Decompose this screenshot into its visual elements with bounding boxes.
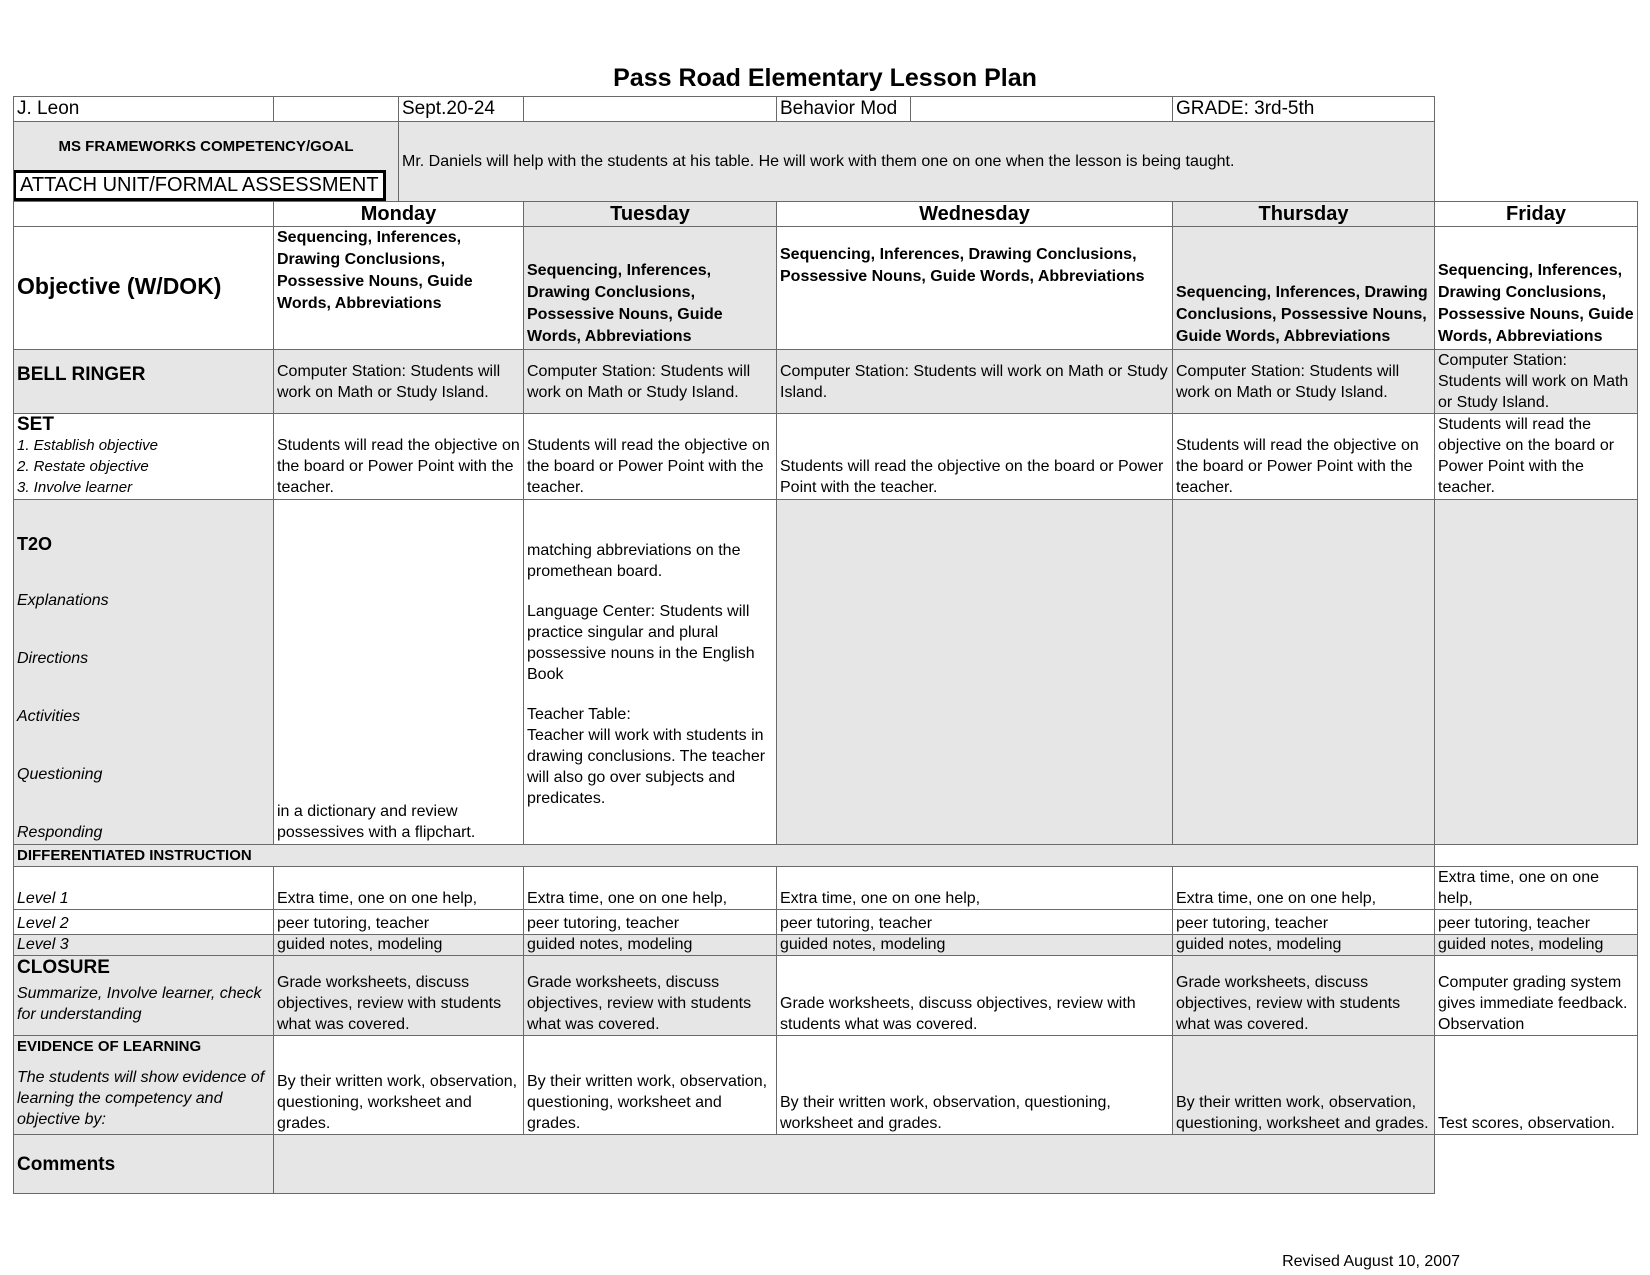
bell-ringer-wednesday: Computer Station: Students will work on Math or Study Island. [777, 350, 1173, 414]
objective-wednesday: Sequencing, Inferences, Drawing Conclusions, Possessive Nouns, Guide Words, Abbreviations [777, 227, 1173, 350]
header-blank-3 [911, 97, 1173, 122]
level-2-monday: peer tutoring, teacher [274, 910, 524, 935]
comments-label: Comments [14, 1135, 274, 1194]
level-2-tuesday: peer tutoring, teacher [524, 910, 777, 935]
comments-field [274, 1135, 1435, 1194]
closure-wednesday: Grade worksheets, discuss objectives, review with students what was covered. [777, 956, 1173, 1036]
objective-tuesday: Sequencing, Inferences, Drawing Conclusions, Possessive Nouns, Guide Words, Abbreviations [524, 227, 777, 350]
evidence-monday: By their written work, observation, questioning, worksheet and grades. [274, 1036, 524, 1135]
objective-friday: Sequencing, Inferences, Drawing Conclusions, Possessive Nouns, Guide Words, Abbreviations [1435, 227, 1638, 350]
level-2-friday: peer tutoring, teacher [1435, 910, 1638, 935]
attach-unit-label: ATTACH UNIT/FORMAL ASSESSMENT [14, 170, 386, 201]
header-blank-2 [524, 97, 777, 122]
t2o-tuesday-abbreviations: matching abbreviations on the promethean board. [527, 542, 741, 580]
level-1-monday: Extra time, one on one help, [274, 867, 524, 910]
grade: GRADE: 3rd-5th [1173, 97, 1435, 122]
set-item-1: 1. Establish objective [17, 437, 158, 454]
closure-friday: Computer grading system gives immediate feedback. Observation [1435, 956, 1638, 1036]
t2o-wednesday [777, 500, 1173, 845]
bell-ringer-tuesday: Computer Station: Students will work on Math or Study Island. [524, 350, 777, 414]
t2o-tuesday-teacher-table: Teacher Table: [527, 706, 631, 723]
t2o-item-responding: Responding [17, 824, 103, 841]
level-2-thursday: peer tutoring, teacher [1173, 910, 1435, 935]
bell-ringer-monday: Computer Station: Students will work on Math or Study Island. [274, 350, 524, 414]
set-label-cell [14, 414, 274, 500]
objective-monday: Sequencing, Inferences, Drawing Conclusions, Possessive Nouns, Guide Words, Abbreviations [274, 227, 524, 350]
closure-label: CLOSURE [17, 957, 110, 978]
t2o-monday: in a dictionary and review possessives with a flipchart. [274, 500, 524, 845]
lesson-plan-table [13, 96, 1638, 1194]
revised-date: Revised August 10, 2007 [1282, 1253, 1460, 1270]
t2o-item-directions: Directions [17, 650, 89, 667]
evidence-wednesday: By their written work, observation, questioning, worksheet and grades. [777, 1036, 1173, 1135]
page-title: Pass Road Elementary Lesson Plan [613, 64, 1037, 92]
day-header-friday: Friday [1435, 202, 1638, 227]
t2o-tuesday-teacher-work: Teacher will work with students in drawing conclusions. The teacher will also go over subjects and predicates. [527, 727, 766, 807]
set-label: SET [17, 414, 54, 435]
set-wednesday: Students will read the objective on the board or Power Point with the teacher. [777, 414, 1173, 500]
day-header-wednesday: Wednesday [777, 202, 1173, 227]
evidence-thursday: By their written work, observation, questioning, worksheet and grades. [1173, 1036, 1435, 1135]
level-1-friday: Extra time, one on one help, [1435, 867, 1638, 910]
date-range: Sept.20-24 [399, 97, 524, 122]
t2o-tuesday-language-center: Language Center: Students will practice singular and plural possessive nouns in the English Book [527, 603, 755, 683]
set-thursday: Students will read the objective on the board or Power Point with the teacher. [1173, 414, 1435, 500]
set-item-3: 3. Involve learner [17, 479, 133, 496]
evidence-tuesday: By their written work, observation, questioning, worksheet and grades. [524, 1036, 777, 1135]
objective-label: Objective (W/DOK) [14, 227, 274, 350]
t2o-item-questioning: Questioning [17, 766, 103, 783]
level-3-tuesday: guided notes, modeling [524, 935, 777, 956]
set-friday: Students will read the objective on the board or Power Point with the teacher. [1435, 414, 1638, 500]
competency-label: MS FRAMEWORKS COMPETENCY/GOAL [58, 137, 354, 155]
level-2-wednesday: peer tutoring, teacher [777, 910, 1173, 935]
level-3-thursday: guided notes, modeling [1173, 935, 1435, 956]
level-1-tuesday: Extra time, one on one help, [524, 867, 777, 910]
evidence-friday: Test scores, observation. [1435, 1036, 1638, 1135]
evidence-label: EVIDENCE OF LEARNING [17, 1038, 202, 1055]
day-header-tuesday: Tuesday [524, 202, 777, 227]
level-1-thursday: Extra time, one on one help, [1173, 867, 1435, 910]
t2o-label: T2O [17, 534, 53, 554]
bell-ringer-label: BELL RINGER [14, 350, 274, 414]
set-tuesday: Students will read the objective on the board or Power Point with the teacher. [524, 414, 777, 500]
day-header-thursday: Thursday [1173, 202, 1435, 227]
closure-sub: Summarize, Involve learner, check for understanding [17, 985, 262, 1023]
level-1-wednesday: Extra time, one on one help, [777, 867, 1173, 910]
closure-monday: Grade worksheets, discuss objectives, review with students what was covered. [274, 956, 524, 1036]
level-3-wednesday: guided notes, modeling [777, 935, 1173, 956]
bell-ringer-thursday: Computer Station: Students will work on Math or Study Island. [1173, 350, 1435, 414]
closure-tuesday: Grade worksheets, discuss objectives, review with students what was covered. [524, 956, 777, 1036]
differentiated-label: DIFFERENTIATED INSTRUCTION [14, 845, 1435, 867]
evidence-label-cell [14, 1036, 274, 1135]
t2o-label-cell [14, 500, 274, 845]
level-2-label: Level 2 [14, 910, 274, 935]
t2o-item-explanations: Explanations [17, 592, 109, 609]
t2o-item-activities: Activities [17, 708, 81, 725]
subject: Behavior Mod [777, 97, 911, 122]
level-3-monday: guided notes, modeling [274, 935, 524, 956]
competency-text: Mr. Daniels will help with the students at his table. He will work with them one on one when the lesson is being taught. [399, 122, 1435, 202]
header-blank-1 [274, 97, 399, 122]
objective-thursday: Sequencing, Inferences, Drawing Conclusions, Possessive Nouns, Guide Words, Abbreviations [1173, 227, 1435, 350]
level-3-friday: guided notes, modeling [1435, 935, 1638, 956]
day-header-blank [14, 202, 274, 227]
bell-ringer-friday: Computer Station: Students will work on Math or Study Island. [1435, 350, 1638, 414]
t2o-tuesday [524, 500, 777, 845]
closure-label-cell [14, 956, 274, 1036]
closure-thursday: Grade worksheets, discuss objectives, review with students what was covered. [1173, 956, 1435, 1036]
day-header-monday: Monday [274, 202, 524, 227]
t2o-thursday [1173, 500, 1435, 845]
teacher-name: J. Leon [14, 97, 274, 122]
set-item-2: 2. Restate objective [17, 458, 149, 475]
level-1-label: Level 1 [14, 867, 274, 910]
level-3-label: Level 3 [14, 935, 274, 956]
competency-label-cell [14, 122, 399, 202]
evidence-sub: The students will show evidence of learning the competency and objective by: [17, 1069, 265, 1128]
t2o-friday [1435, 500, 1638, 845]
set-monday: Students will read the objective on the board or Power Point with the teacher. [274, 414, 524, 500]
